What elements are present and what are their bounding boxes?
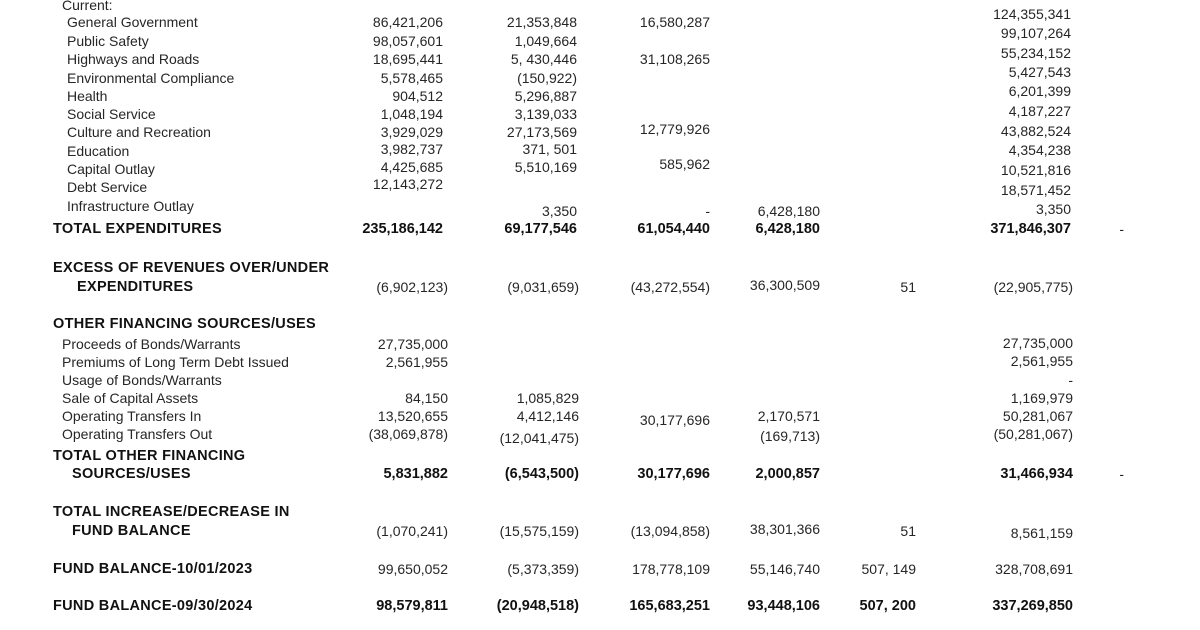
row-label-fund-balance-09-30-2024: FUND BALANCE-09/30/2024	[53, 598, 253, 614]
row-label-usage-of-bonds-warrants: Usage of Bonds/Warrants	[62, 372, 222, 388]
value-cell-col2: (15,575,159)	[499, 523, 579, 539]
value-cell-col2: (6,543,500)	[504, 466, 579, 482]
value-cell-col2: 3,350	[541, 203, 577, 219]
value-cell-col2: 5,296,887	[514, 88, 577, 104]
value-cell-col2: (20,948,518)	[496, 598, 579, 614]
value-cell-col6: 27,735,000	[1002, 335, 1073, 351]
value-cell-col3: (13,094,858)	[630, 523, 710, 539]
value-cell-col1: (6,902,123)	[376, 279, 448, 295]
value-cell-col6: 4,187,227	[1008, 103, 1071, 119]
value-cell-col6: 18,571,452	[1000, 182, 1071, 198]
value-cell-col5: 507, 200	[859, 598, 916, 614]
row-label-health: Health	[67, 88, 108, 104]
value-cell-col5: 51	[900, 523, 916, 539]
value-cell-col6: 4,354,238	[1008, 142, 1071, 158]
row-label-total-expenditures: TOTAL EXPENDITURES	[53, 221, 222, 237]
value-cell-col1: 4,425,685	[380, 159, 443, 175]
value-cell-col1: 27,735,000	[377, 336, 448, 352]
row-label-proceeds-of-bonds-warrants: Proceeds of Bonds/Warrants	[62, 336, 241, 352]
row-label-culture-and-recreation: Culture and Recreation	[67, 124, 211, 140]
value-cell-col4: 38,301,366	[749, 521, 820, 537]
value-cell-col6: 31,466,934	[1000, 466, 1073, 482]
value-cell-col3: 30,177,696	[637, 466, 710, 482]
row-label-premiums-of-long-term-debt-issued: Premiums of Long Term Debt Issued	[62, 354, 289, 370]
row-label-sources-uses: SOURCES/USES	[72, 466, 191, 482]
value-cell-col4: 2,000,857	[755, 466, 820, 482]
row-label-expenditures: EXPENDITURES	[77, 279, 194, 295]
value-cell-col1: 98,579,811	[376, 598, 448, 614]
row-label-education: Education	[67, 143, 130, 159]
value-cell-col3: 178,778,109	[632, 561, 710, 577]
value-cell-col1: 13,520,655	[377, 408, 448, 424]
value-cell-col6: 43,882,524	[1000, 123, 1071, 139]
value-cell-col2: 5, 430,446	[510, 51, 577, 67]
value-cell-col1: 5,831,882	[383, 466, 448, 482]
value-cell-col6: 5,427,543	[1008, 64, 1071, 80]
value-cell-col2: (12,041,475)	[499, 430, 579, 446]
value-cell-col6: 99,107,264	[1000, 25, 1071, 41]
value-cell-col2: 5,510,169	[514, 159, 577, 175]
row-label-total-increase-decrease-in: TOTAL INCREASE/DECREASE IN	[53, 504, 290, 520]
value-cell-col6: (22,905,775)	[993, 279, 1073, 295]
row-label-total-other-financing: TOTAL OTHER FINANCING	[53, 448, 246, 464]
value-cell-col6: 3,350	[1035, 201, 1071, 217]
value-cell-col1: 3,982,737	[380, 141, 443, 157]
row-label-debt-service: Debt Service	[67, 179, 148, 195]
row-label-other-financing-sources-uses: OTHER FINANCING SOURCES/USES	[53, 316, 316, 332]
row-label-public-safety: Public Safety	[67, 33, 149, 49]
value-cell-col6: -	[1068, 372, 1073, 388]
row-label-current: Current:	[62, 0, 113, 13]
value-cell-col1: 3,929,029	[380, 124, 443, 140]
value-cell-col2: 1,085,829	[516, 390, 579, 406]
value-cell-col3: 30,177,696	[639, 412, 710, 428]
row-label-infrastructure-outlay: Infrastructure Outlay	[67, 198, 194, 214]
value-cell-col6: 50,281,067	[1002, 408, 1073, 424]
value-cell-col2: 4,412,146	[516, 408, 579, 424]
row-label-social-service: Social Service	[67, 106, 156, 122]
row-label-environmental-compliance: Environmental Compliance	[67, 70, 235, 86]
value-cell-col2: 3,139,033	[514, 106, 577, 122]
value-cell-col2: 69,177,546	[504, 221, 577, 237]
row-label-operating-transfers-out: Operating Transfers Out	[62, 426, 213, 442]
value-cell-col1: 98,057,601	[372, 33, 443, 49]
value-cell-col5: 507, 149	[861, 561, 916, 577]
row-label-general-government: General Government	[67, 14, 198, 30]
value-cell-col1: 1,048,194	[380, 106, 443, 122]
value-cell-col2: 1,049,664	[514, 33, 577, 49]
row-label-operating-transfers-in: Operating Transfers In	[62, 408, 202, 424]
value-cell-col4: 2,170,571	[757, 408, 820, 424]
row-label-capital-outlay: Capital Outlay	[67, 161, 155, 177]
value-cell-col6: 55,234,152	[1000, 45, 1071, 61]
value-cell-col4: 36,300,509	[749, 277, 820, 293]
value-cell-col7: -	[1119, 221, 1124, 237]
row-label-highways-and-roads: Highways and Roads	[67, 51, 200, 67]
value-cell-col2: 371, 501	[522, 141, 577, 157]
row-label-fund-balance: FUND BALANCE	[72, 523, 191, 539]
value-cell-col5: 51	[900, 279, 916, 295]
value-cell-col2: (9,031,659)	[507, 279, 579, 295]
value-cell-col1: 904,512	[392, 88, 443, 104]
value-cell-col4: (169,713)	[760, 428, 820, 444]
value-cell-col1: 18,695,441	[372, 51, 443, 67]
value-cell-col6: 337,269,850	[992, 598, 1073, 614]
value-cell-col4: 6,428,180	[757, 203, 820, 219]
value-cell-col3: 31,108,265	[639, 51, 710, 67]
value-cell-col4: 6,428,180	[755, 221, 820, 237]
value-cell-col3: 165,683,251	[629, 598, 710, 614]
value-cell-col4: 93,448,106	[747, 598, 820, 614]
value-cell-col2: (5,373,359)	[507, 561, 579, 577]
value-cell-col1: 235,186,142	[362, 221, 443, 237]
value-cell-col6: 328,708,691	[995, 561, 1073, 577]
value-cell-col6: 2,561,955	[1010, 353, 1073, 369]
value-cell-col6: 124,355,341	[993, 6, 1071, 22]
value-cell-col1: (38,069,878)	[368, 426, 448, 442]
value-cell-col2: 27,173,569	[506, 124, 577, 140]
value-cell-col6: 8,561,159	[1010, 525, 1073, 541]
value-cell-col7: -	[1119, 466, 1124, 482]
value-cell-col1: (1,070,241)	[376, 523, 448, 539]
value-cell-col3: (43,272,554)	[630, 279, 710, 295]
value-cell-col1: 99,650,052	[377, 561, 448, 577]
value-cell-col1: 5,578,465	[380, 70, 443, 86]
value-cell-col3: -	[705, 203, 710, 219]
row-label-excess-of-revenues-over-under: EXCESS OF REVENUES OVER/UNDER	[53, 260, 330, 276]
value-cell-col1: 84,150	[405, 390, 448, 406]
value-cell-col3: 61,054,440	[637, 221, 710, 237]
value-cell-col3: 12,779,926	[639, 121, 710, 137]
value-cell-col2: (150,922)	[517, 70, 577, 86]
value-cell-col4: 55,146,740	[749, 561, 820, 577]
value-cell-col6: 6,201,399	[1008, 83, 1071, 99]
value-cell-col1: 2,561,955	[385, 354, 448, 370]
value-cell-col6: 371,846,307	[990, 221, 1071, 237]
value-cell-col1: 12,143,272	[372, 176, 443, 192]
row-label-sale-of-capital-assets: Sale of Capital Assets	[62, 390, 199, 406]
row-label-fund-balance-10-01-2023: FUND BALANCE-10/01/2023	[53, 561, 253, 577]
value-cell-col6: (50,281,067)	[993, 426, 1073, 442]
value-cell-col6: 10,521,816	[1000, 162, 1071, 178]
value-cell-col2: 21,353,848	[506, 14, 577, 30]
value-cell-col3: 585,962	[659, 156, 710, 172]
value-cell-col6: 1,169,979	[1010, 390, 1073, 406]
value-cell-col1: 86,421,206	[372, 14, 443, 30]
value-cell-col3: 16,580,287	[639, 14, 710, 30]
